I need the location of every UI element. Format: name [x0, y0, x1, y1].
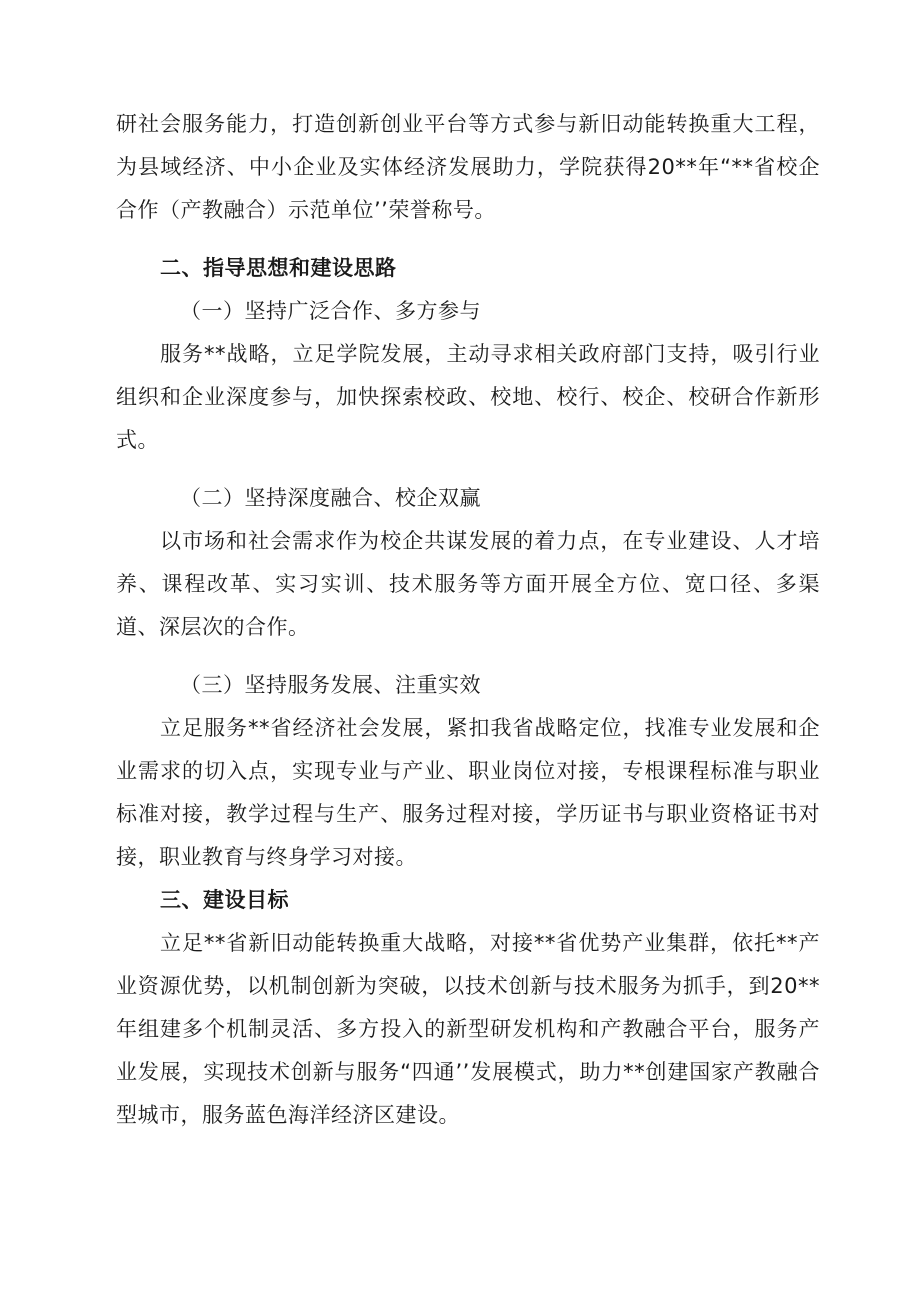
section-3-heading: 三、建设目标 [160, 888, 289, 912]
section-2-3-body: 立足服务**省经济社会发展，紧扣我省战略定位，找准专业发展和企业需求的切入点，实现专业与产业、职业岗位对接，专根课程标准与职业标准对接，教学过程与生产、服务过程对接，学历证书与职业资格证书对接，职业教育与终身学习对接。 [116, 716, 820, 869]
section-2-1-title: （一）坚持广泛合作、多方参与 [180, 299, 481, 323]
section-2-2-body: 以市场和社会需求作为校企共谋发展的着力点，在专业建设、人才培养、课程改革、实习实训、技术服务等方面开展全方位、宽口径、多渠道、深层次的合作。 [116, 529, 820, 639]
intro-paragraph: 研社会服务能力，打造创新创业平台等方式参与新旧动能转换重大工程，为县域经济、中小企业及实体经济发展助力，学院获得20**年“**省校企合作（产教融合）示范单位’’荣誉称号。 [116, 112, 820, 222]
section-2-1-body: 服务**战略，立足学院发展，主动寻求相关政府部门支持，吸引行业组织和企业深度参与，加快探索校政、校地、校行、校企、校研合作新形式。 [116, 342, 820, 452]
document-body [116, 103, 820, 1137]
section-2-heading: 二、指导思想和建设思路 [160, 256, 397, 280]
section-3-body: 立足**省新旧动能转换重大战略，对接**省优势产业集群，依托**产业资源优势，以机制创新为突破，以技术创新与技术服务为抓手，到20**年组建多个机制灵活、多方投入的新型研发机构和产教融合平台，服务产业发展，实现技术创新与服务“四通’’发展模式，助力**创建国家产教融合型城市，服务蓝色海洋经济区建设。 [116, 931, 820, 1127]
section-2-3-title: （三）坚持服务发展、注重实效 [180, 673, 481, 697]
section-2-2-title: （二）坚持深度融合、校企双赢 [180, 486, 481, 510]
